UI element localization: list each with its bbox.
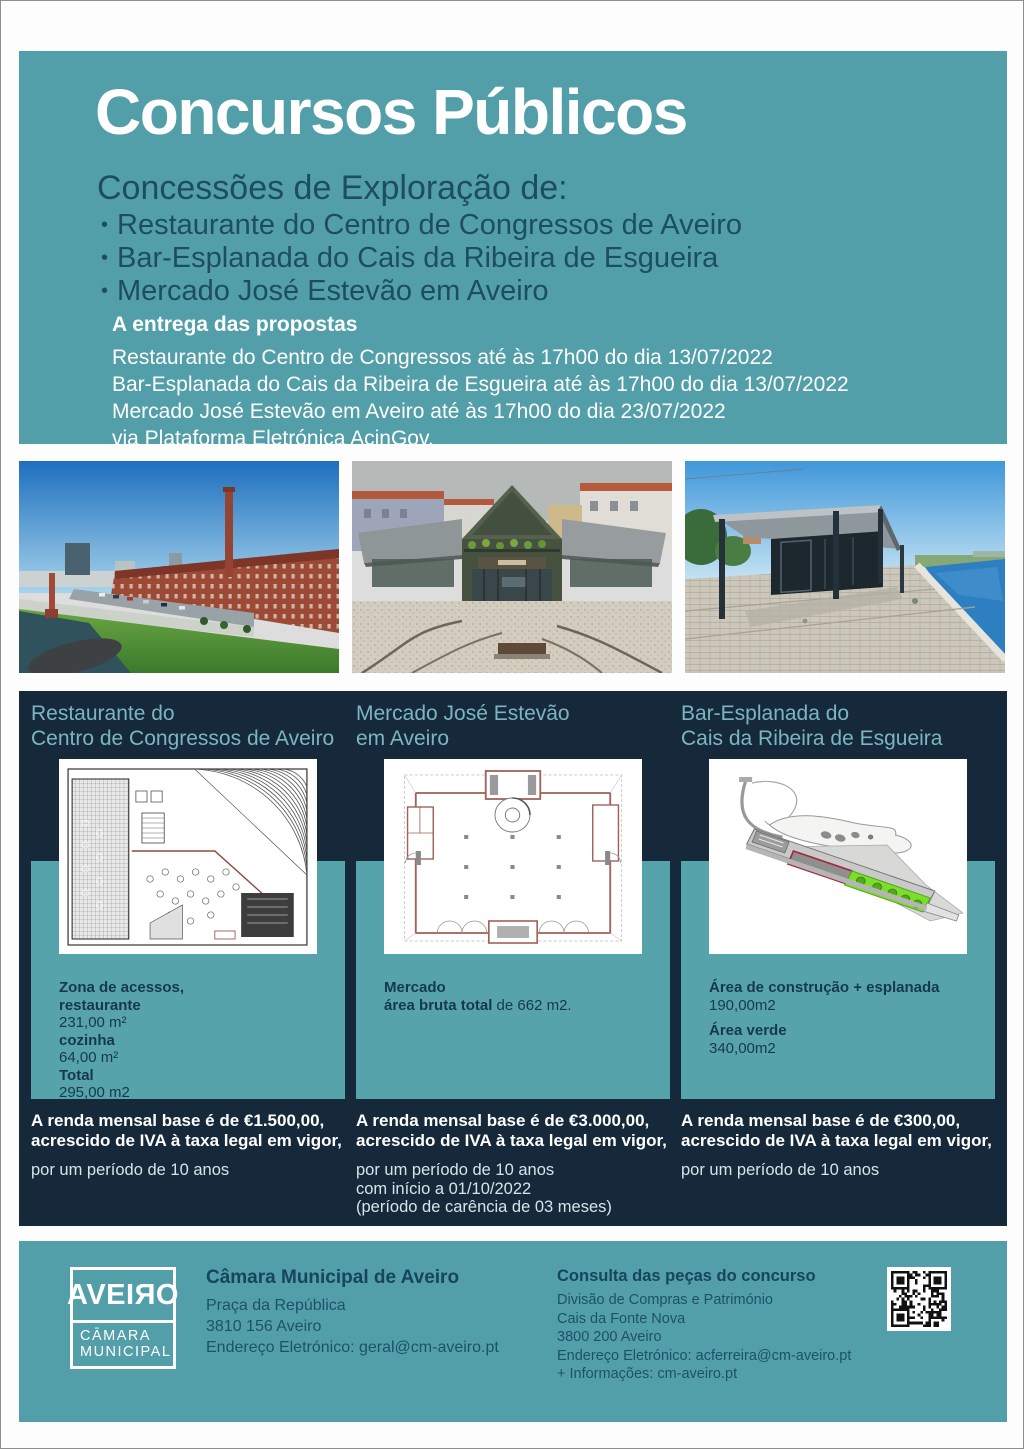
poster-title: Concursos Públicos: [95, 76, 687, 148]
deadline-line: Bar-Esplanada do Cais da Ribeira de Esgueira até às 17h00 do dia 13/07/2022: [112, 373, 849, 396]
list-item: • Restaurante do Centro de Congressos de Aveiro: [99, 209, 742, 242]
photo-centro-congressos: [19, 461, 339, 673]
deadline-line: Restaurante do Centro de Congressos até às 17h00 do dia 13/07/2022: [112, 346, 773, 369]
period-text: por um período de 10 anos com início a 01/10/2022 (período de carência de 03 meses): [356, 1161, 612, 1216]
email-line: Endereço Eletrónico: acferreira@cm-aveiro.pt: [557, 1347, 852, 1364]
deadline-line: via Plataforma Eletrónica AcinGov.: [112, 427, 434, 450]
listing-title: Restaurante do Centro de Congressos de Aveiro: [31, 702, 335, 750]
listing-title: Bar-Esplanada do Cais da Ribeira de Esgueira: [681, 702, 943, 750]
municipality-contact: [206, 1267, 499, 1358]
deadline-line: Mercado José Estevão em Aveiro até às 17h00 do dia 23/07/2022: [112, 400, 726, 423]
rent-text: A renda mensal base é de €3.000,00, acrescido de IVA à taxa legal em vigor,: [356, 1111, 667, 1150]
contact-line: Divisão de Compras e Património: [557, 1292, 773, 1308]
period-text: por um período de 10 anos: [31, 1161, 230, 1179]
tender-docs-heading: Consulta das peças do concurso: [557, 1267, 816, 1285]
photo-strip: [19, 461, 1007, 673]
rent-text: A renda mensal base é de €300,00, acrescido de IVA à taxa legal em vigor,: [681, 1111, 992, 1150]
photo-mercado: [352, 461, 672, 673]
address-line: Praça da República: [206, 1297, 346, 1314]
logo-subtitle: CĀMARA MUNICIPAL: [70, 1320, 176, 1369]
qr-code-icon: [887, 1267, 951, 1331]
floorplan-restaurante: [59, 759, 317, 954]
footer-section: [19, 1241, 1007, 1422]
address-line: 3810 156 Aveiro: [206, 1318, 322, 1335]
period-text: por um período de 10 anos: [681, 1161, 880, 1179]
contact-line: 3800 200 Aveiro: [557, 1329, 662, 1345]
rent-text: A renda mensal base é de €1.500,00, acrescido de IVA à taxa legal em vigor,: [31, 1111, 342, 1150]
municipality-name: Câmara Municipal de Aveiro: [206, 1267, 460, 1288]
list-item: • Mercado José Estevão em Aveiro: [99, 275, 742, 308]
area-details: Mercado área bruta total de 662 m2.: [384, 979, 572, 1014]
area-details: Área de construção + esplanada 190,00m2 Área verde 340,00m2: [709, 979, 940, 1057]
contact-line: Cais da Fonte Nova: [557, 1310, 686, 1327]
listing-title: Mercado José Estevão em Aveiro: [356, 702, 570, 750]
floorplan-mercado: [384, 759, 642, 954]
listing-restaurante: [31, 691, 345, 1226]
list-item: • Bar-Esplanada do Cais da Ribeira de Esgueira: [99, 242, 742, 275]
listing-mercado: [356, 691, 670, 1226]
proposals-heading: A entrega das propostas: [112, 313, 358, 336]
website-line: + Informações: cm-aveiro.pt: [557, 1366, 738, 1382]
tender-docs-contact: [557, 1267, 877, 1384]
email-line: Endereço Eletrónico: geral@cm-aveiro.pt: [206, 1339, 499, 1356]
logo-wordmark: AVEIЯO: [70, 1267, 176, 1323]
poster-subtitle: Concessões de Exploração de:: [97, 169, 568, 207]
hero-section: [19, 51, 1007, 450]
siteplan-bar-esplanada: [709, 759, 967, 954]
listing-bar-esplanada: [681, 691, 995, 1226]
aveiro-municipal-logo: [67, 1267, 179, 1369]
area-details: Zona de acessos, restaurante 231,00 m² cozinha 64,00 m² Total 295,00 m2: [59, 979, 185, 1101]
concession-list: [99, 209, 742, 308]
proposal-deadlines: [112, 313, 849, 452]
photo-bar-esplanada: [685, 461, 1005, 673]
listings-section: [19, 691, 1007, 1226]
